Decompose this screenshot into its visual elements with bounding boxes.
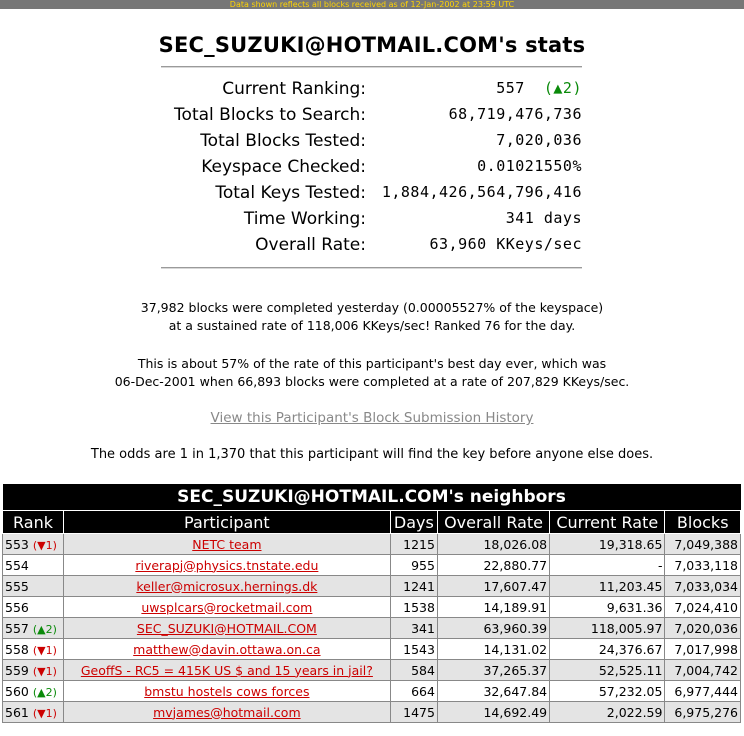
stat-keyspace-checked [140, 157, 588, 183]
days-cell: 1538 [390, 597, 437, 618]
table-row [3, 681, 741, 702]
yesterday-line-2: at a sustained rate of 118,006 KKeys/sec! Ranked 76 for the day. [168, 318, 576, 333]
overall-rate-cell: 22,880.77 [437, 555, 549, 576]
col-overall-rate: Overall Rate [437, 511, 549, 534]
overall-rate-cell: 32,647.84 [437, 681, 549, 702]
participant-link[interactable]: NETC team [192, 536, 262, 552]
stat-value: 7,020,036 [496, 131, 582, 149]
current-rate-cell: 24,376.67 [550, 639, 665, 660]
rank-cell [3, 639, 64, 660]
overall-rate-cell: 14,131.02 [437, 639, 549, 660]
table-row [3, 534, 741, 555]
table-row [3, 639, 741, 660]
table-row [3, 660, 741, 681]
current-rate-cell: 57,232.05 [550, 681, 665, 702]
table-row [3, 597, 741, 618]
participant-cell [64, 534, 391, 555]
rank-value: 555 [5, 578, 29, 594]
participant-link[interactable]: keller@microsux.hernings.dk [136, 578, 318, 594]
yesterday-line-1: 37,982 blocks were completed yesterday (0.00005527% of the keyspace) [140, 300, 604, 315]
rank-cell [3, 660, 64, 681]
table-row [3, 618, 741, 639]
participant-cell [64, 555, 391, 576]
odds-text: The odds are 1 in 1,370 that this participant will find the key before anyone else does. [90, 447, 654, 462]
blocks-cell: 7,017,998 [665, 639, 741, 660]
participant-link[interactable]: uwsplcars@rocketmail.com [141, 599, 313, 615]
participant-link[interactable]: matthew@davin.ottawa.on.ca [133, 641, 321, 657]
blocks-cell: 7,033,034 [665, 576, 741, 597]
divider-top [161, 66, 582, 68]
current-rate-cell: 52,525.11 [550, 660, 665, 681]
col-participant: Participant [64, 511, 391, 534]
rank-change-up: (▲2) [32, 685, 57, 699]
stat-label: Time Working: [243, 209, 366, 229]
participant-cell [64, 618, 391, 639]
table-row [3, 576, 741, 597]
rank-value: 559 [5, 662, 29, 678]
stat-label: Overall Rate: [255, 235, 366, 255]
participant-cell [64, 639, 391, 660]
best-day-summary [0, 355, 744, 391]
stat-label: Keyspace Checked: [201, 157, 366, 177]
col-days: Days [390, 511, 437, 534]
days-cell: 1241 [390, 576, 437, 597]
stat-value: 63,960 KKeys/sec [429, 235, 582, 253]
stat-time-working [140, 209, 588, 235]
blocks-cell: 7,004,742 [665, 660, 741, 681]
participant-link[interactable]: mvjames@hotmail.com [153, 704, 301, 720]
stat-label: Current Ranking: [222, 79, 366, 99]
rank-cell [3, 702, 64, 723]
blocks-cell: 6,975,276 [665, 702, 741, 723]
days-cell: 955 [390, 555, 437, 576]
stat-label: Total Blocks to Search: [174, 105, 366, 125]
neighbors-caption: SEC_SUZUKI@HOTMAIL.COM's neighbors [3, 484, 741, 511]
current-rate-cell: 2,022.59 [550, 702, 665, 723]
blocks-cell: 7,020,036 [665, 618, 741, 639]
stat-label: Total Keys Tested: [215, 183, 366, 203]
col-blocks: Blocks [665, 511, 741, 534]
days-cell: 341 [390, 618, 437, 639]
best-day-line-2: 06-Dec-2001 when 66,893 blocks were completed at a rate of 207,829 KKeys/sec. [114, 374, 630, 389]
stat-value: 557 (▲2) [496, 79, 582, 97]
stat-total-keys-tested [140, 183, 588, 209]
days-cell: 584 [390, 660, 437, 681]
stat-value: 68,719,476,736 [448, 105, 582, 123]
block-history-link[interactable]: View this Participant's Block Submission History [210, 410, 534, 426]
rank-value: 553 [5, 536, 29, 552]
days-cell: 1215 [390, 534, 437, 555]
blocks-cell: 7,024,410 [665, 597, 741, 618]
rank-value: 557 [5, 620, 29, 636]
history-link-row [0, 409, 744, 427]
rank-cell [3, 618, 64, 639]
participant-cell [64, 681, 391, 702]
blocks-cell: 7,049,388 [665, 534, 741, 555]
neighbors-table [2, 484, 741, 723]
rank-change-up: (▲2) [543, 79, 582, 97]
col-current-rate: Current Rate [550, 511, 665, 534]
yesterday-summary [0, 299, 744, 335]
participant-link[interactable]: SEC_SUZUKI@HOTMAIL.COM [136, 620, 317, 636]
rank-change-up: (▲2) [32, 622, 57, 636]
rank-cell [3, 597, 64, 618]
participant-cell [64, 702, 391, 723]
overall-rate-cell: 17,607.47 [437, 576, 549, 597]
stat-value: 341 days [505, 209, 582, 227]
current-rate-cell: 9,631.36 [550, 597, 665, 618]
overall-rate-cell: 14,189.91 [437, 597, 549, 618]
stat-overall-rate [140, 235, 588, 261]
rank-value: 554 [5, 557, 29, 573]
stat-label: Total Blocks Tested: [200, 131, 366, 151]
current-rate-cell: 118,005.97 [550, 618, 665, 639]
rank-change-down: (▼1) [32, 664, 57, 678]
divider-bottom [161, 267, 582, 269]
rank-change-down: (▼1) [32, 538, 57, 552]
overall-rate-cell: 18,026.08 [437, 534, 549, 555]
current-rate-cell: 11,203.45 [550, 576, 665, 597]
days-cell: 1475 [390, 702, 437, 723]
participant-link[interactable]: GeoffS - RC5 = 415K US $ and 15 years in jail? [80, 662, 373, 678]
rank-cell [3, 534, 64, 555]
overall-rate-cell: 63,960.39 [437, 618, 549, 639]
page-title: SEC_SUZUKI@HOTMAIL.COM's stats [158, 33, 586, 57]
rank-value: 558 [5, 641, 29, 657]
participant-cell [64, 660, 391, 681]
participant-cell [64, 597, 391, 618]
rank-change-down: (▼1) [32, 643, 57, 657]
participant-link[interactable]: bmstu hostels cows forces [144, 683, 310, 699]
overall-rate-cell: 14,692.49 [437, 702, 549, 723]
blocks-cell: 7,033,118 [665, 555, 741, 576]
blocks-cell: 6,977,444 [665, 681, 741, 702]
participant-link[interactable]: riverapj@physics.tnstate.edu [135, 557, 319, 573]
best-day-line-1: This is about 57% of the rate of this participant's best day ever, which was [137, 356, 607, 371]
rank-change-down: (▼1) [32, 706, 57, 720]
current-rate-cell: 19,318.65 [550, 534, 665, 555]
stat-total-blocks-to-search [140, 105, 588, 131]
rank-value: 560 [5, 683, 29, 699]
stat-value: 1,884,426,564,796,416 [381, 183, 582, 201]
overall-rate-cell: 37,265.37 [437, 660, 549, 681]
neighbors-header-row [3, 511, 741, 534]
rank-value: 556 [5, 599, 29, 615]
rank-cell [3, 576, 64, 597]
participant-cell [64, 576, 391, 597]
table-row [3, 555, 741, 576]
days-cell: 664 [390, 681, 437, 702]
data-date-banner: Data shown reflects all blocks received as of 12-Jan-2002 at 23:59 UTC [0, 0, 744, 9]
stat-current-ranking [140, 79, 588, 105]
table-row [3, 702, 741, 723]
rank-cell [3, 681, 64, 702]
rank-value: 561 [5, 704, 29, 720]
stat-total-blocks-tested [140, 131, 588, 157]
col-rank: Rank [3, 511, 64, 534]
rank-cell [3, 555, 64, 576]
current-rate-cell: - [550, 555, 665, 576]
stat-value: 0.01021550% [477, 157, 582, 175]
days-cell: 1543 [390, 639, 437, 660]
